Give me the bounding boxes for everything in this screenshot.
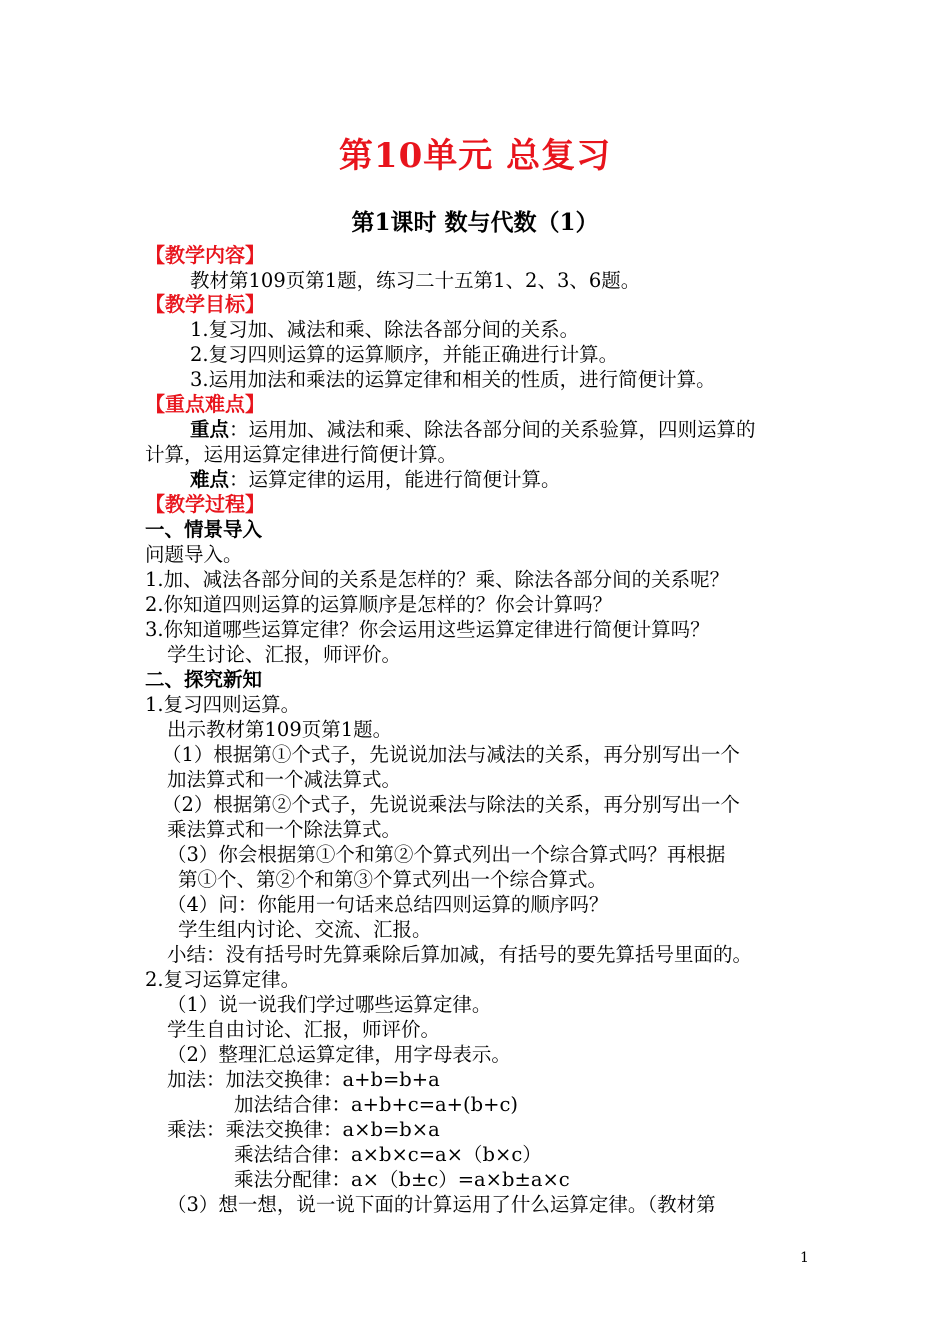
- goal-item: 2.复习四则运算的运算顺序，并能正确进行计算。: [190, 343, 619, 366]
- difficult-point-line: [190, 467, 561, 492]
- difficult-label: 难点: [190, 468, 230, 491]
- law-line: 乘法分配律：a×（b±c）=a×b±a×c: [234, 1168, 570, 1191]
- part2-line: （2）整理汇总运算定律，用字母表示。: [167, 1043, 511, 1066]
- content-header: 【教学内容】: [145, 243, 265, 267]
- key-points-header: 【重点难点】: [145, 392, 265, 416]
- law-line: 加法：加法交换律：a+b=b+a: [167, 1068, 440, 1091]
- part1-line: 1.加、减法各部分间的关系是怎样的？乘、除法各部分间的关系呢？: [145, 568, 730, 591]
- part2-line: 1.复习四则运算。: [145, 693, 301, 716]
- content-text: 教材第109页第1题，练习二十五第1、2、3、6题。: [190, 269, 641, 292]
- part2-line: 加法算式和一个减法算式。: [167, 768, 402, 791]
- part2-line: （1）根据第①个式子，先说说加法与减法的关系，再分别写出一个: [162, 743, 740, 766]
- part1-line: 问题导入。: [145, 543, 243, 566]
- law-line: 乘法结合律：a×b×c=a×（b×c）: [234, 1143, 542, 1166]
- part2-line: 出示教材第109页第1题。: [167, 718, 393, 741]
- goal-item: 1.复习加、减法和乘、除法各部分间的关系。: [190, 318, 580, 341]
- law-line: 加法结合律：a+b+c=a+(b+c): [234, 1093, 518, 1116]
- key-text: ：运用加、减法和乘、除法各部分间的关系验算，四则运算的: [229, 418, 756, 441]
- part1-heading: 一、情景导入: [145, 518, 263, 541]
- part2-line: 乘法算式和一个除法算式。: [167, 818, 402, 841]
- key-label: 重点: [190, 418, 230, 441]
- part2-line: （3）想一想，说一说下面的计算运用了什么运算定律。（教材第: [167, 1193, 716, 1216]
- part2-line: 第①个、第②个和第③个算式列出一个综合算式。: [178, 868, 608, 891]
- part2-line: （4）问：你能用一句话来总结四则运算的顺序吗？: [167, 893, 609, 916]
- process-header: 【教学过程】: [145, 492, 265, 516]
- part2-line: 2.复习运算定律。: [145, 968, 301, 991]
- part1-line: 2.你知道四则运算的运算顺序是怎样的？你会计算吗？: [145, 593, 613, 616]
- part2-heading: 二、探究新知: [145, 668, 263, 691]
- law-line: 乘法：乘法交换律：a×b=b×a: [167, 1118, 440, 1141]
- lesson-subtitle: 第1课时 数与代数（1）: [351, 209, 599, 236]
- part2-line: （2）根据第②个式子，先说说乘法与除法的关系，再分别写出一个: [162, 793, 740, 816]
- part2-summary: 小结：没有括号时先算乘除后算加减，有括号的要先算括号里面的。: [167, 943, 753, 966]
- part2-line: （1）说一说我们学过哪些运算定律。: [167, 993, 492, 1016]
- goal-item: 3.运用加法和乘法的运算定律和相关的性质，进行简便计算。: [190, 368, 716, 391]
- difficult-text: ：运算定律的运用，能进行简便计算。: [229, 468, 561, 491]
- unit-title: 第10单元 总复习: [338, 136, 612, 176]
- key-point-line: [190, 417, 756, 442]
- page-number: 1: [800, 1250, 809, 1266]
- goals-header: 【教学目标】: [145, 292, 265, 316]
- part2-line: 学生组内讨论、交流、汇报。: [178, 918, 432, 941]
- part1-line: 3.你知道哪些运算定律？你会运用这些运算定律进行简便计算吗？: [145, 618, 710, 641]
- part2-line: 学生自由讨论、汇报，师评价。: [167, 1018, 441, 1041]
- part2-line: （3）你会根据第①个和第②个算式列出一个综合算式吗？再根据: [167, 843, 726, 866]
- key-text-continued: 计算，运用运算定律进行简便计算。: [145, 443, 458, 466]
- part1-line: 学生讨论、汇报，师评价。: [167, 643, 402, 666]
